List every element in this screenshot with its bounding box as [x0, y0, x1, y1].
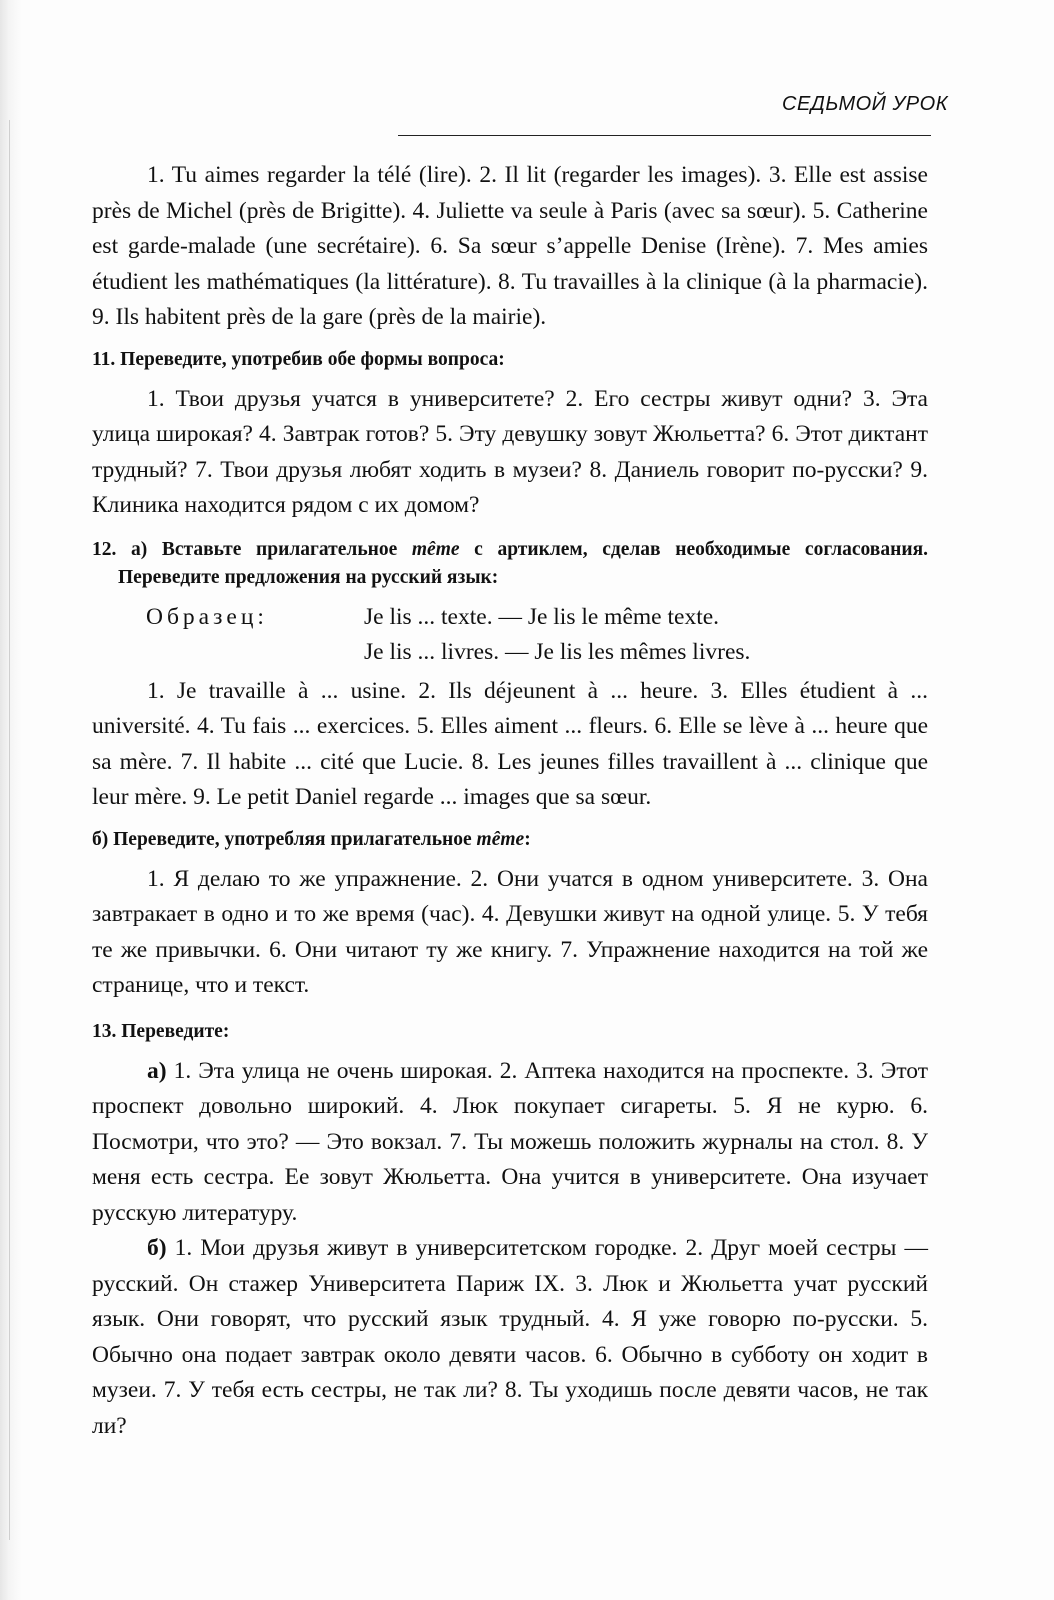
- task-11-title: 11. Переведите, употребив обе формы вопроса:: [92, 348, 505, 370]
- task-13b-text: [92, 1231, 928, 1444]
- task-12b-title-pre: б) Переведите, употребляя прилагательное: [92, 828, 477, 850]
- scan-edge: [0, 0, 22, 1600]
- header-rule: [398, 135, 931, 136]
- task-12b-text: 1. Я делаю то же упражнение. 2. Они учатся в одном университете. 3. Она завтракает в одно и то же время (час). 4. Девушки живут на одной улице. 5. У тебя те же привычки. 6. Они читают ту же книгу. 7. Упражнение находится на той же странице, что и текст.: [92, 865, 928, 998]
- task-13b-label: б): [147, 1235, 167, 1261]
- task-13a-label: а): [147, 1057, 167, 1084]
- task-13a-body: 1. Эта улица не очень широкая. 2. Аптека находится на проспекте. 3. Этот проспект довольно широкий. 4. Люк покупает сигареты. 5. Я не курю. 6. Посмотри, что это? — Это вокзал. 7. Ты можешь положить журналы на стол. 8. У меня есть сестра. Ее зовут Жюльетта. Она учится в университете. Она изучает русскую литературу.: [92, 1057, 928, 1226]
- task-12a-title-word: même: [411, 538, 460, 560]
- task-12b-title-word: même: [476, 828, 525, 850]
- page-body: [92, 158, 928, 1444]
- task-13a-text: [92, 1054, 928, 1232]
- running-head: СЕДЬМОЙ УРОК: [782, 93, 948, 115]
- task-13b-body: 1. Мои друзья живут в университетском городке. 2. Друг моей сестры — русский. Он стажер Университета Париж IX. 3. Люк и Жюльетта учат русский язык. Они говорят, что русский язык трудный. 4. Я уже говорю по-русски. 5. Обычно она подает завтрак около девяти часов. 6. Обычно в субботу он ходит в музеи. 7. У тебя есть сестры, не так ли? 8. Ты уходишь после девяти часов, не так ли?: [92, 1235, 928, 1439]
- task-12a-title-post: с артиклем, сделав необходимые согласования. Переведите предложения на русский язык:: [118, 538, 928, 588]
- example-line-2: Je lis ... livres. — Je lis les mêmes livres.: [364, 638, 751, 665]
- example-block: [146, 600, 928, 670]
- task-12a-text: 1. Je travaille à ... usine. 2. Ils déjeunent à ... heure. 3. Elles étudient à ... université. 4. Tu fais ... exercices. 5. Elles aiment ... fleurs. 6. Elle se lève à ... heure que sa mère. 7. Il habite ... cité que Lucie. 8. Les jeunes filles travaillent à ... clinique que leur mère. 9. Le petit Daniel regarde ... images que sa sœur.: [92, 677, 928, 810]
- exercise-intro-text: 1. Tu aimes regarder la télé (lire). 2. Il lit (regarder les images). 3. Elle est assise près de Michel (près de Brigitte). 4. Juliette va seule à Paris (avec sa sœur). 5. Catherine est garde-malade (une secrétaire). 6. Sa sœur s’appelle Denise (Irène). 7. Mes amies étudient les mathématiques (la littérature). 8. Tu travailles à la clinique (à la pharmacie). 9. Ils habitent près de la gare (près de la mairie).: [92, 162, 928, 330]
- example-line-1: Je lis ... texte. — Je lis le même texte.: [364, 603, 720, 630]
- task-12b-title-post: :: [524, 828, 531, 850]
- task-12b-title: [92, 826, 928, 854]
- scan-margin-line: [9, 120, 10, 1540]
- task-12a-title: [92, 536, 928, 592]
- task-12a-title-pre: 12. а) Вставьте прилагательное: [92, 538, 412, 560]
- example-label: Образец:: [146, 603, 268, 630]
- task-11-text: 1. Твои друзья учатся в университете? 2. Его сестры живут одни? 3. Эта улица широкая? 4. Завтрак готов? 5. Эту девушку зовут Жюльетта? 6. Этот диктант трудный? 7. Твои друзья любят ходить в музеи? 8. Даниель говорит по-русски? 9. Клиника находится рядом с их домом?: [92, 385, 928, 518]
- task-13-title: 13. Переведите:: [92, 1020, 230, 1042]
